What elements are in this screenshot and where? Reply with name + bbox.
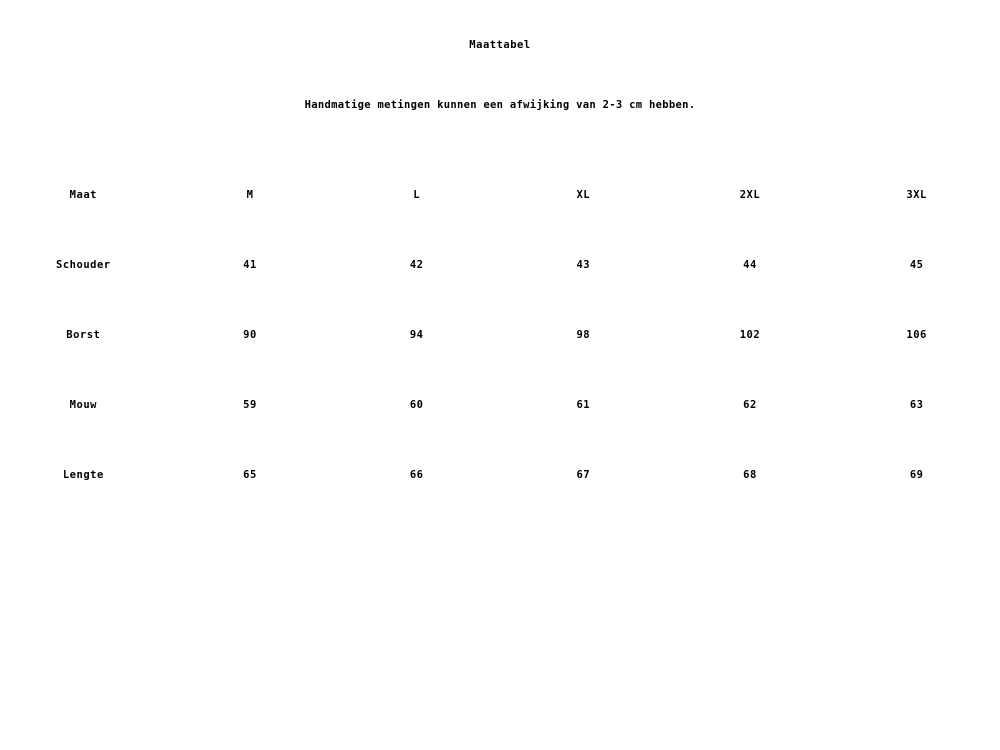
value-cell: 66 <box>409 469 424 481</box>
row-label: Schouder <box>56 259 111 271</box>
value-cell: 42 <box>409 259 424 271</box>
row-label: Lengte <box>62 469 104 481</box>
value-cell: 65 <box>243 469 257 481</box>
row-label: Mouw <box>69 399 97 411</box>
value-cell: 69 <box>909 469 924 481</box>
value-cell: 41 <box>243 259 257 271</box>
measurement-disclaimer: Handmatige metingen kunnen een afwijking van 2-3 cm hebben. <box>304 99 696 111</box>
header-cell-l: L <box>413 189 421 201</box>
table-header-row <box>0 160 1000 230</box>
value-cell: 43 <box>576 259 591 271</box>
value-cell: 59 <box>243 399 257 411</box>
value-cell: 62 <box>743 399 757 411</box>
value-cell: 90 <box>243 329 257 341</box>
row-label: Borst <box>66 329 101 341</box>
header-cell-2xl: 2XL <box>739 189 761 201</box>
size-table <box>0 160 1000 510</box>
header-cell-m: M <box>246 189 254 201</box>
header-cell-3xl: 3XL <box>906 189 927 201</box>
value-cell: 60 <box>409 399 424 411</box>
value-cell: 94 <box>409 329 424 341</box>
header-cell-maat: Maat <box>69 189 97 201</box>
value-cell: 61 <box>576 399 591 411</box>
header-cell-xl: XL <box>576 189 591 201</box>
table-row-schouder <box>0 230 1000 300</box>
page-title: Maattabel <box>469 39 531 51</box>
value-cell: 63 <box>909 399 924 411</box>
value-cell: 98 <box>576 329 591 341</box>
table-row-borst <box>0 300 1000 370</box>
value-cell: 102 <box>739 329 761 341</box>
value-cell: 106 <box>906 329 927 341</box>
table-row-mouw <box>0 370 1000 440</box>
value-cell: 44 <box>743 259 757 271</box>
table-row-lengte <box>0 440 1000 510</box>
value-cell: 68 <box>743 469 757 481</box>
value-cell: 45 <box>909 259 924 271</box>
value-cell: 67 <box>576 469 591 481</box>
